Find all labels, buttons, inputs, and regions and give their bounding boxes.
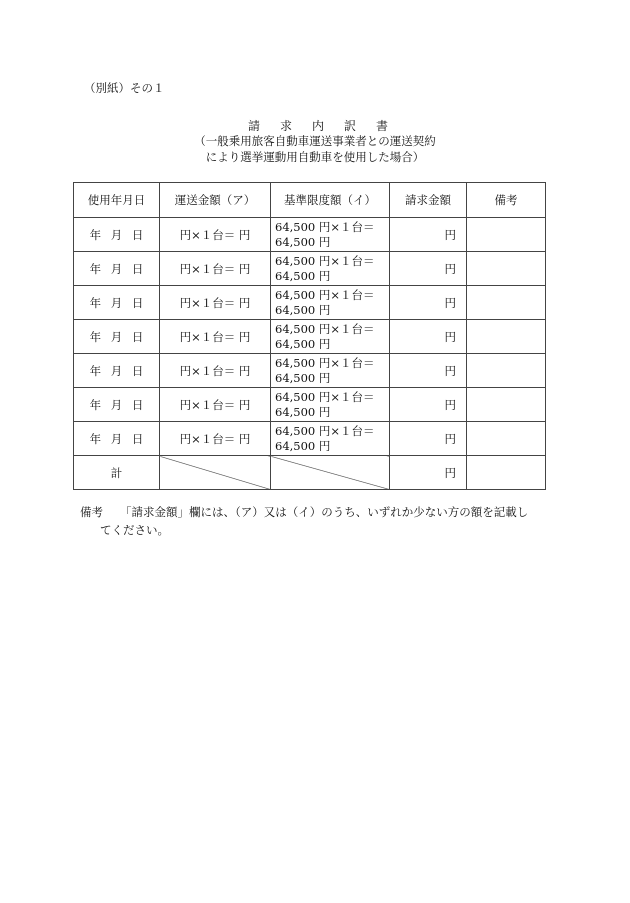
cell-date: 年 月 日 bbox=[74, 286, 160, 320]
cell-remarks bbox=[467, 354, 546, 388]
cell-limit-line-2: 64,500 円 bbox=[275, 268, 331, 283]
table-row bbox=[74, 354, 546, 388]
cell-claim: 円 bbox=[390, 252, 467, 286]
cell-limit-line-2: 64,500 円 bbox=[275, 302, 331, 317]
total-label: 計 bbox=[74, 456, 160, 490]
cell-limit bbox=[271, 320, 390, 354]
cell-limit bbox=[271, 422, 390, 456]
cell-remarks bbox=[467, 320, 546, 354]
cell-remarks bbox=[467, 218, 546, 252]
cell-amount: 円×１台＝ 円 bbox=[160, 320, 271, 354]
total-claim: 円 bbox=[390, 456, 467, 490]
cell-limit-line-1: 64,500 円×１台＝ bbox=[275, 219, 375, 234]
column-header-date: 使用年月日 bbox=[74, 183, 160, 218]
column-header-limit: 基準限度額（イ） bbox=[271, 183, 390, 218]
table-header-row bbox=[74, 183, 546, 218]
cell-limit-line-1: 64,500 円×１台＝ bbox=[275, 423, 375, 438]
cell-date: 年 月 日 bbox=[74, 388, 160, 422]
total-limit-blank bbox=[271, 456, 390, 490]
cell-limit bbox=[271, 286, 390, 320]
column-header-remarks: 備考 bbox=[467, 183, 546, 218]
cell-amount: 円×１台＝ 円 bbox=[160, 286, 271, 320]
cell-limit-line-1: 64,500 円×１台＝ bbox=[275, 287, 375, 302]
cell-amount: 円×１台＝ 円 bbox=[160, 218, 271, 252]
cell-date: 年 月 日 bbox=[74, 320, 160, 354]
cell-limit-line-1: 64,500 円×１台＝ bbox=[275, 389, 375, 404]
cell-limit-line-2: 64,500 円 bbox=[275, 336, 331, 351]
cell-limit-line-2: 64,500 円 bbox=[275, 438, 331, 453]
column-header-amount: 運送金額（ア） bbox=[160, 183, 271, 218]
cell-limit-line-1: 64,500 円×１台＝ bbox=[275, 355, 375, 370]
cell-claim: 円 bbox=[390, 388, 467, 422]
cell-limit bbox=[271, 218, 390, 252]
cell-limit-line-2: 64,500 円 bbox=[275, 404, 331, 419]
cell-date: 年 月 日 bbox=[74, 218, 160, 252]
note-head: 備考 bbox=[80, 505, 103, 519]
note-line-1: 「請求金額」欄には、（ア）又は（イ）のうち、いずれか少ない方の額を記載し bbox=[120, 505, 529, 519]
cell-claim: 円 bbox=[390, 320, 467, 354]
table-row bbox=[74, 218, 546, 252]
cell-limit bbox=[271, 388, 390, 422]
cell-limit bbox=[271, 252, 390, 286]
note-line-2: てください。 bbox=[100, 523, 169, 537]
table-row bbox=[74, 320, 546, 354]
table-row bbox=[74, 286, 546, 320]
cell-date: 年 月 日 bbox=[74, 354, 160, 388]
cell-date: 年 月 日 bbox=[74, 252, 160, 286]
cell-amount: 円×１台＝ 円 bbox=[160, 252, 271, 286]
cell-remarks bbox=[467, 286, 546, 320]
total-remarks bbox=[467, 456, 546, 490]
cell-claim: 円 bbox=[390, 286, 467, 320]
cell-claim: 円 bbox=[390, 218, 467, 252]
total-row bbox=[74, 456, 546, 490]
cell-amount: 円×１台＝ 円 bbox=[160, 354, 271, 388]
cell-claim: 円 bbox=[390, 422, 467, 456]
cell-limit bbox=[271, 354, 390, 388]
cell-limit-line-2: 64,500 円 bbox=[275, 234, 331, 249]
document-subtitle bbox=[0, 133, 630, 165]
table-row bbox=[74, 388, 546, 422]
cell-remarks bbox=[467, 388, 546, 422]
claim-breakdown-table bbox=[73, 182, 546, 490]
total-amount-blank bbox=[160, 456, 271, 490]
subtitle-line-1: （一般乗用旅客自動車運送事業者との運送契約 bbox=[194, 134, 436, 148]
attachment-label: （別紙）その１ bbox=[84, 81, 165, 95]
cell-amount: 円×１台＝ 円 bbox=[160, 388, 271, 422]
column-header-claim: 請求金額 bbox=[390, 183, 467, 218]
document-title: 請求内訳書 bbox=[248, 119, 409, 133]
cell-limit-line-2: 64,500 円 bbox=[275, 370, 331, 385]
cell-limit-line-1: 64,500 円×１台＝ bbox=[275, 253, 375, 268]
table-row bbox=[74, 422, 546, 456]
subtitle-line-2: により選挙運動用自動車を使用した場合） bbox=[205, 150, 425, 164]
cell-claim: 円 bbox=[390, 354, 467, 388]
table-row bbox=[74, 252, 546, 286]
cell-remarks bbox=[467, 252, 546, 286]
cell-amount: 円×１台＝ 円 bbox=[160, 422, 271, 456]
cell-date: 年 月 日 bbox=[74, 422, 160, 456]
cell-remarks bbox=[467, 422, 546, 456]
cell-limit-line-1: 64,500 円×１台＝ bbox=[275, 321, 375, 336]
